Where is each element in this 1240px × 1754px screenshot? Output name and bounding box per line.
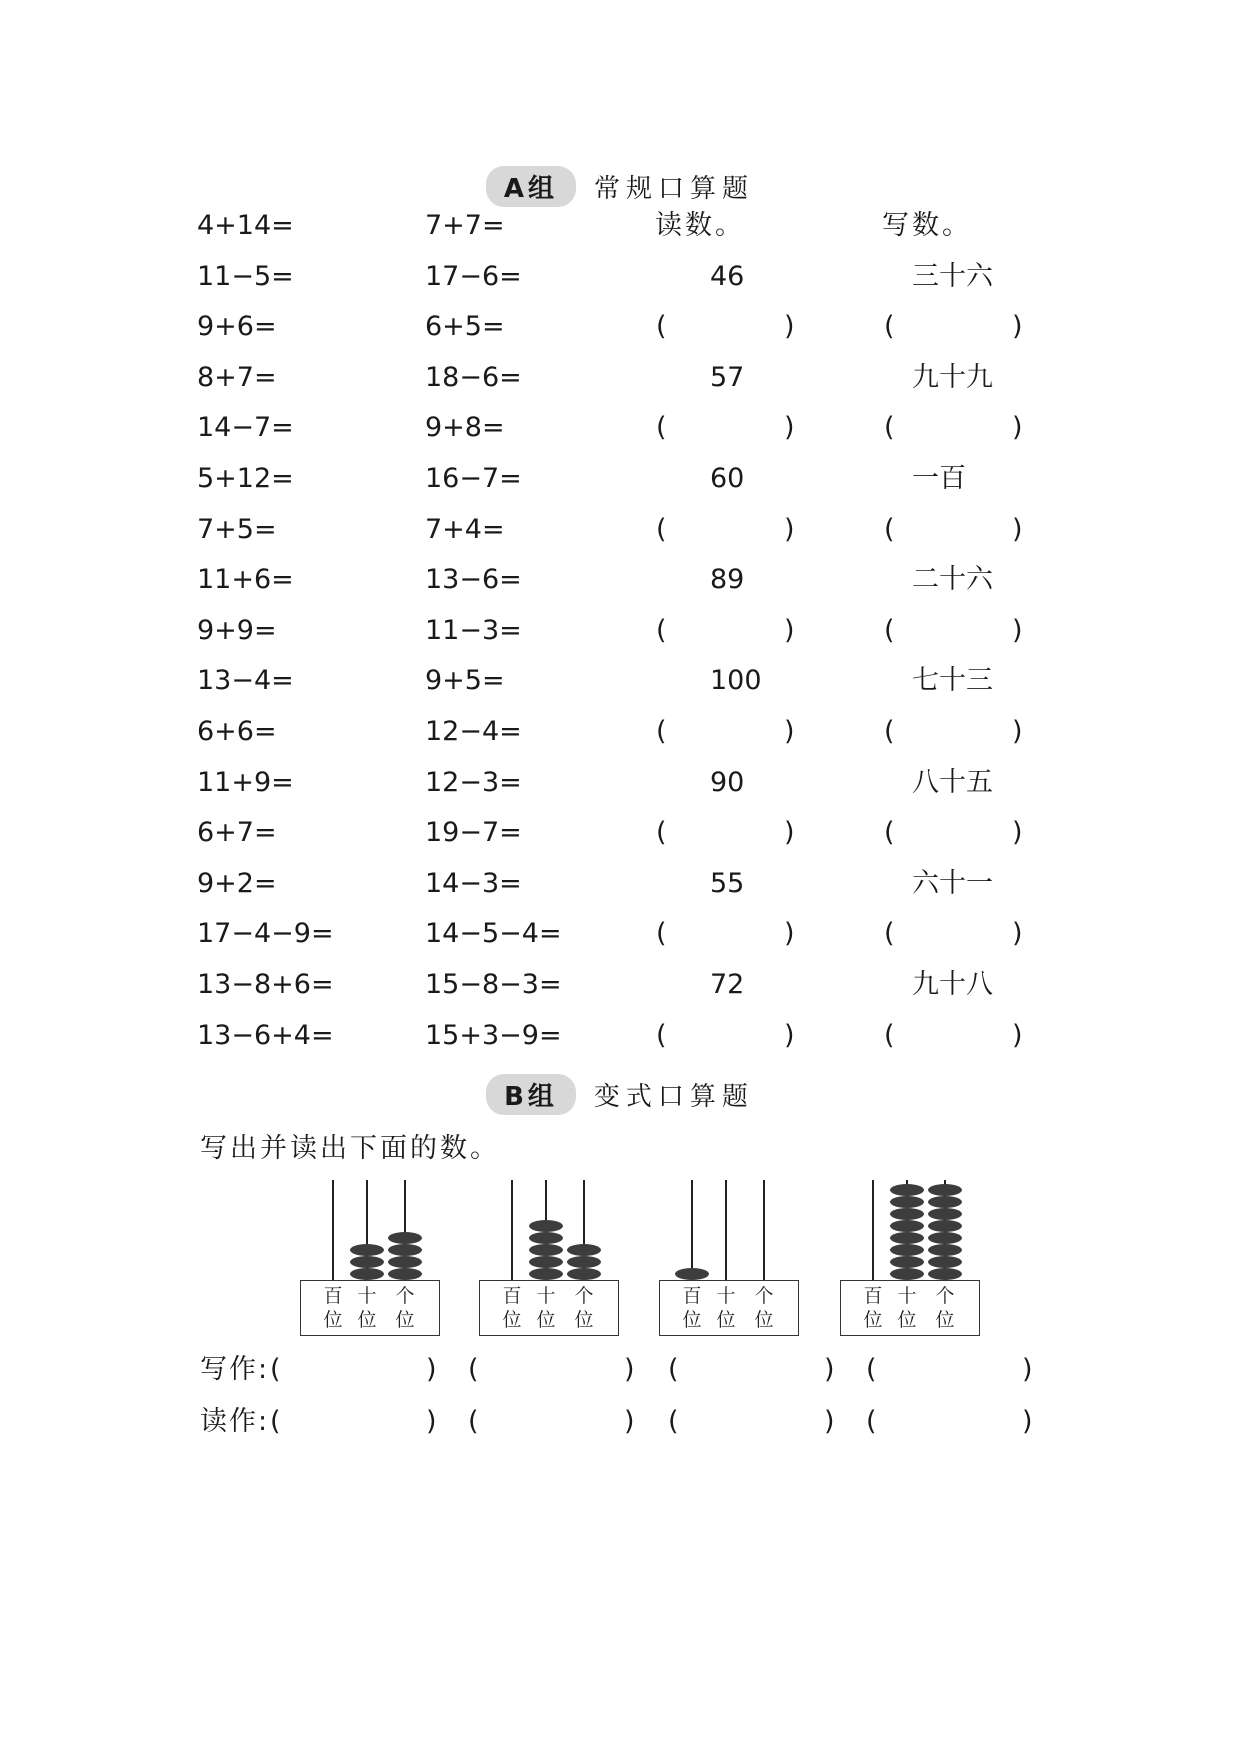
write-answer-close: ) [426,1354,437,1385]
abacus-bead [388,1256,422,1268]
abacus-bead [388,1232,422,1244]
write-chinese-number: 九十九 [912,361,993,393]
equation-col2: 18−6= [425,361,522,393]
read-blank-close: ) [784,817,795,849]
abacus-bead [350,1244,384,1256]
abacus-bead [529,1232,563,1244]
read-blank-close: ) [784,614,795,646]
read-number: 55 [710,867,745,899]
equation-col2: 16−7= [425,463,522,494]
abacus-rod [725,1180,727,1280]
equation-col2: 9+8= [425,412,505,444]
place-label: 十 [897,1285,917,1307]
write-blank-close: ) [1012,918,1023,950]
read-answer-close: ) [1022,1406,1033,1437]
equation-col2: 14−5−4= [425,918,562,950]
section-b-badge: B组 [486,1074,576,1115]
write-blank-close: ) [1012,412,1023,444]
read-number: 60 [710,463,745,494]
write-blank-close: ) [1012,716,1023,747]
write-chinese-number: 八十五 [912,766,993,798]
abacus-bead [567,1268,601,1280]
write-header: 写数。 [882,210,972,241]
read-answer-open[interactable]: ( [270,1406,281,1437]
abacus-bead [890,1196,924,1208]
read-blank-close: ) [784,311,795,343]
write-answer-open[interactable]: ( [668,1354,679,1385]
write-answer-open[interactable]: ( [866,1354,877,1385]
equation-col2: 17−6= [425,260,522,292]
write-blank-open: ( [884,614,895,646]
equation-col2: 19−7= [425,817,522,849]
write-answer-close: ) [824,1354,835,1385]
write-chinese-number: 三十六 [912,260,993,292]
abacus-bead [928,1256,962,1268]
equation-col1: 8+7= [197,361,277,393]
place-label: 个 [935,1285,955,1307]
equation-col2: 15−8−3= [425,969,562,1000]
read-blank-open: ( [656,716,667,747]
abacus-rod [332,1180,334,1280]
abacus [300,1180,440,1338]
instruction-text: 写出并读出下面的数。 [200,1133,500,1164]
abacus-place-box [479,1280,619,1336]
write-blank-open: ( [884,918,895,950]
equation-col1: 7+5= [197,513,277,545]
place-label: 位 [574,1309,594,1331]
place-label: 位 [863,1309,883,1331]
read-number: 72 [710,969,745,1000]
abacus-bead [890,1244,924,1256]
place-label: 位 [395,1309,415,1331]
read-answer-close: ) [624,1406,635,1437]
equation-col1: 13−4= [197,665,294,697]
place-label: 位 [716,1309,736,1331]
place-label: 百 [323,1285,343,1307]
place-label: 位 [754,1309,774,1331]
read-blank-close: ) [784,918,795,950]
abacus-rod [872,1180,874,1280]
abacus-bead [529,1268,563,1280]
abacus-bead [928,1184,962,1196]
place-label: 个 [395,1285,415,1307]
read-answer-close: ) [426,1406,437,1437]
equation-col1: 14−7= [197,412,294,444]
abacus [840,1180,980,1338]
place-label: 个 [754,1285,774,1307]
equation-col1: 9+2= [197,867,277,899]
write-blank-close: ) [1012,513,1023,545]
abacus [659,1180,799,1338]
abacus-bead [928,1232,962,1244]
abacus-bead [928,1220,962,1232]
equation-col1: 9+9= [197,614,277,646]
place-label: 十 [716,1285,736,1307]
write-blank-open: ( [884,513,895,545]
write-chinese-number: 二十六 [912,564,993,596]
abacus-bead [928,1244,962,1256]
write-label: 写作: [200,1354,270,1385]
place-label: 个 [574,1285,594,1307]
abacus-bead [529,1256,563,1268]
write-chinese-number: 六十一 [912,867,993,899]
read-blank-close: ) [784,412,795,444]
abacus-bead [567,1244,601,1256]
abacus-bead [529,1244,563,1256]
read-number: 57 [710,361,745,393]
read-answer-close: ) [824,1406,835,1437]
abacus-bead [890,1256,924,1268]
place-label: 位 [323,1309,343,1331]
abacus-bead [890,1268,924,1280]
abacus-bead [350,1256,384,1268]
write-answer-close: ) [624,1354,635,1385]
equation-col2: 6+5= [425,311,505,343]
place-label: 位 [357,1309,377,1331]
read-blank-close: ) [784,513,795,545]
read-number: 46 [710,260,745,292]
place-label: 位 [897,1309,917,1331]
equation-col1: 13−8+6= [197,969,334,1000]
place-label: 百 [682,1285,702,1307]
equation-col2: 15+3−9= [425,1019,562,1051]
read-blank-open: ( [656,311,667,343]
write-blank-open: ( [884,1019,895,1051]
write-blank-close: ) [1012,614,1023,646]
section-b-header [0,1074,1240,1115]
equation-col2: 7+7= [425,210,505,241]
equation-col1: 11+6= [197,564,294,596]
abacus-place-box [300,1280,440,1336]
abacus-bead [675,1268,709,1280]
read-number: 89 [710,564,745,596]
abacus-rod [763,1180,765,1280]
abacus-place-box [840,1280,980,1336]
read-header: 读数。 [655,210,745,241]
equation-col2: 14−3= [425,867,522,899]
read-answer-open[interactable]: ( [866,1406,877,1437]
equation-col2: 12−3= [425,766,522,798]
place-label: 百 [502,1285,522,1307]
read-answer-open[interactable]: ( [668,1406,679,1437]
abacus-bead [388,1244,422,1256]
abacus-bead [928,1196,962,1208]
read-blank-close: ) [784,716,795,747]
place-label: 十 [357,1285,377,1307]
equation-col1: 9+6= [197,311,277,343]
place-label: 位 [935,1309,955,1331]
section-a-badge: A组 [486,166,576,207]
abacus-bead [388,1268,422,1280]
section-a-title: 常规口算题 [594,174,755,204]
read-blank-open: ( [656,918,667,950]
equation-col2: 12−4= [425,716,522,747]
read-blank-open: ( [656,513,667,545]
write-answer-open[interactable]: ( [468,1354,479,1385]
place-label: 百 [863,1285,883,1307]
abacus-bead [350,1268,384,1280]
abacus [479,1180,619,1338]
write-chinese-number: 九十八 [912,969,993,1000]
read-label: 读作: [200,1406,270,1437]
equation-col2: 7+4= [425,513,505,545]
place-label: 位 [502,1309,522,1331]
write-chinese-number: 七十三 [912,665,993,697]
read-blank-open: ( [656,412,667,444]
abacus-bead [890,1220,924,1232]
abacus-place-box [659,1280,799,1336]
equation-col2: 9+5= [425,665,505,697]
write-blank-open: ( [884,716,895,747]
write-blank-close: ) [1012,311,1023,343]
read-number: 100 [710,665,762,697]
place-label: 十 [536,1285,556,1307]
abacus-rod [691,1180,693,1280]
equation-col1: 11+9= [197,766,294,798]
abacus-bead [928,1208,962,1220]
section-a-header [0,166,1240,207]
abacus-bead [529,1220,563,1232]
equation-col2: 11−3= [425,614,522,646]
write-blank-close: ) [1012,817,1023,849]
equation-col1: 11−5= [197,260,294,292]
write-answer-open[interactable]: ( [270,1354,281,1385]
equation-col1: 4+14= [197,210,294,241]
write-blank-open: ( [884,311,895,343]
write-chinese-number: 一百 [912,463,966,494]
equation-col1: 6+6= [197,716,277,747]
equation-col1: 13−6+4= [197,1019,334,1051]
equation-col1: 5+12= [197,463,294,494]
write-blank-open: ( [884,817,895,849]
place-label: 位 [682,1309,702,1331]
abacus-rod [511,1180,513,1280]
equation-col2: 13−6= [425,564,522,596]
read-blank-close: ) [784,1019,795,1051]
read-blank-open: ( [656,817,667,849]
read-blank-open: ( [656,1019,667,1051]
equation-col1: 6+7= [197,817,277,849]
place-label: 位 [536,1309,556,1331]
write-answer-close: ) [1022,1354,1033,1385]
abacus-bead [890,1184,924,1196]
read-answer-open[interactable]: ( [468,1406,479,1437]
write-blank-close: ) [1012,1019,1023,1051]
abacus-bead [567,1256,601,1268]
abacus-bead [890,1232,924,1244]
equation-col1: 17−4−9= [197,918,334,950]
read-blank-open: ( [656,614,667,646]
abacus-bead [890,1208,924,1220]
read-number: 90 [710,766,745,798]
write-blank-open: ( [884,412,895,444]
section-b-title: 变式口算题 [593,1082,754,1112]
abacus-bead [928,1268,962,1280]
